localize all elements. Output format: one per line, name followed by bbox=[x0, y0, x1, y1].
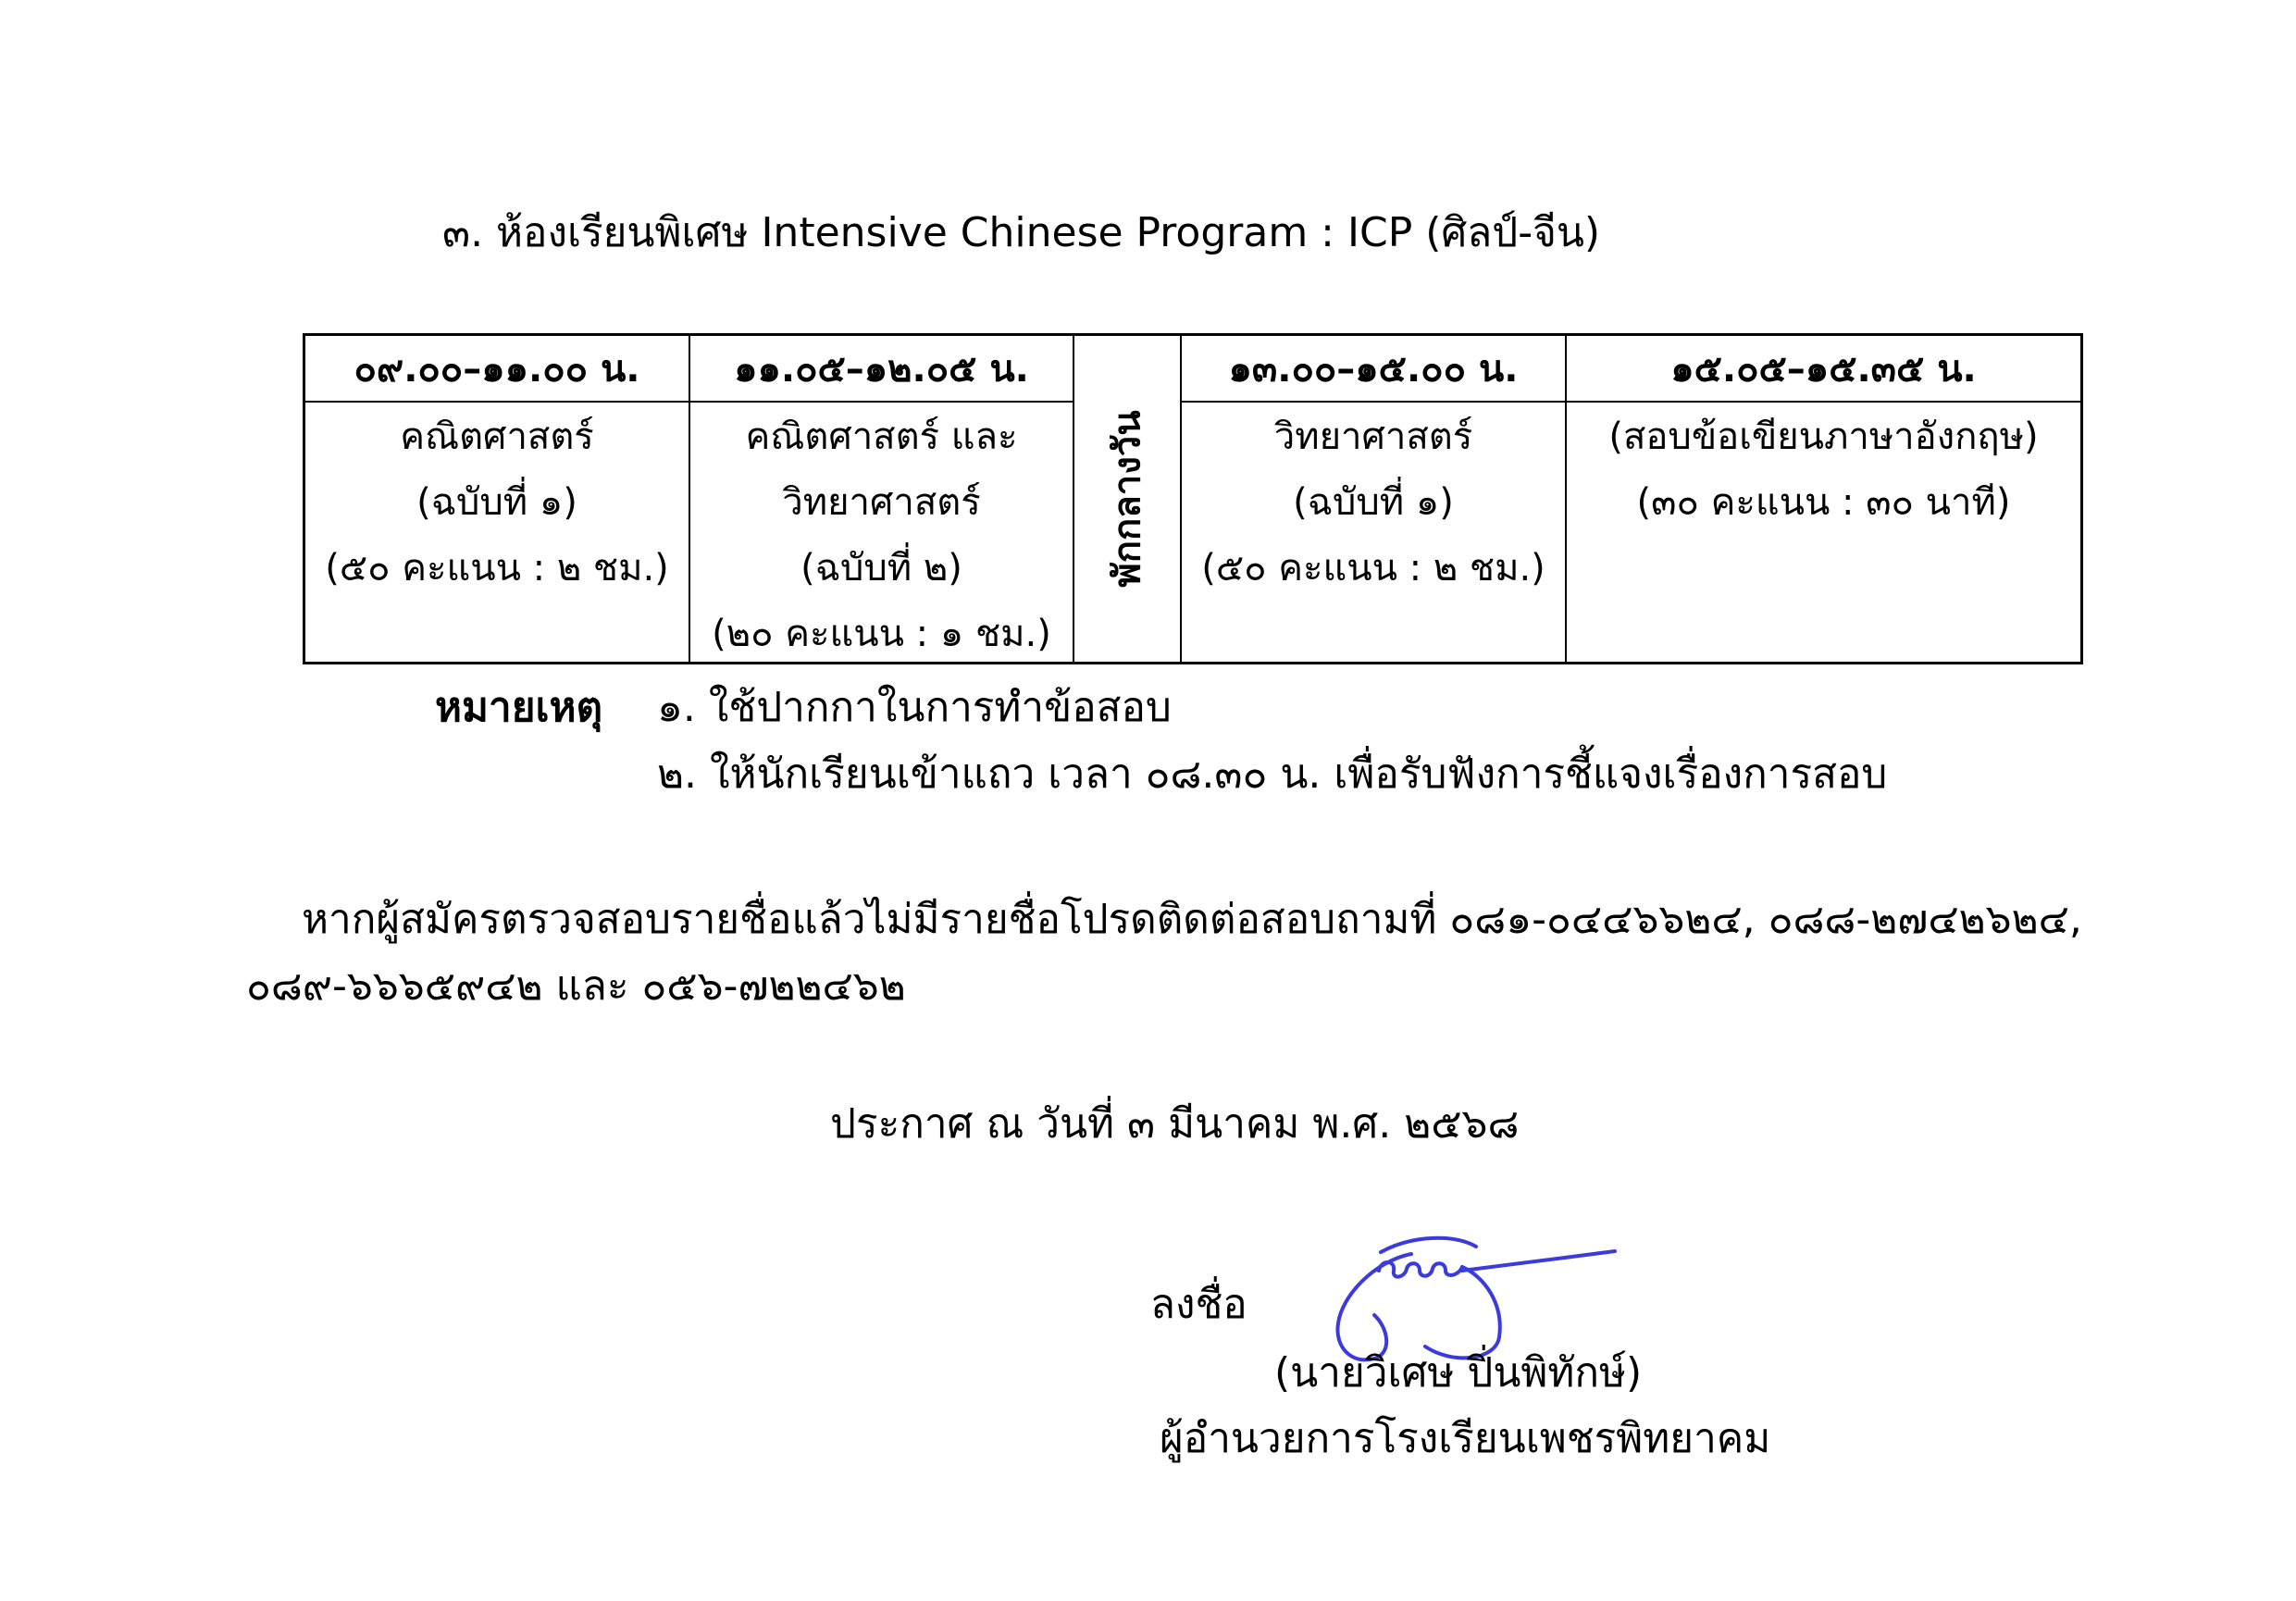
subject-line: (สอบข้อเขียนภาษาอังกฤษ) bbox=[1608, 416, 2039, 458]
subject-line: (๕๐ คะแนน : ๒ ชม.) bbox=[325, 547, 669, 590]
subject-line: (ฉบับที่ ๑) bbox=[1293, 481, 1454, 524]
section-title: ๓. ห้องเรียนพิเศษ Intensive Chinese Program : ICP (ศิลป์-จีน) bbox=[442, 209, 1601, 256]
column-time-header: ๑๕.๐๕–๑๕.๓๕ น. bbox=[1670, 348, 1977, 391]
signatory-position: ผู้อำนวยการโรงเรียนเพชรพิทยาคม bbox=[1160, 1415, 1771, 1462]
exam-schedule-table bbox=[303, 333, 2083, 664]
subject-line: (๓๐ คะแนน : ๓๐ นาที) bbox=[1636, 481, 2011, 524]
table-cell bbox=[305, 403, 689, 602]
subject-line: (ฉบับที่ ๒) bbox=[800, 547, 962, 590]
note-item: ๑. ใช้ปากกาในการทำข้อสอบ bbox=[657, 684, 1172, 731]
sign-label: ลงชื่อ bbox=[1150, 1281, 1247, 1328]
column-time-header: ๑๓.๐๐–๑๕.๐๐ น. bbox=[1228, 348, 1519, 391]
subject-line: (ฉบับที่ ๑) bbox=[416, 481, 577, 524]
subject-line: วิทยาศาสตร์ bbox=[782, 481, 981, 524]
notes-label: หมายเหตุ bbox=[435, 684, 603, 731]
note-item: ๒. ให้นักเรียนเข้าแถว เวลา ๐๘.๓๐ น. เพื่อรับฟังการชี้แจงเรื่องการสอบ bbox=[657, 751, 1888, 798]
subject-line: คณิตศาสตร์ bbox=[400, 416, 594, 458]
signatory-name: (นายวิเศษ ปิ่นพิทักษ์) bbox=[1274, 1349, 1643, 1396]
column-time-header: ๑๑.๐๕–๑๒.๐๕ น. bbox=[734, 348, 1029, 391]
subject-line: (๒๐ คะแนน : ๑ ชม.) bbox=[712, 613, 1051, 655]
table-cell bbox=[1567, 403, 2080, 536]
column-time-header: ๐๙.๐๐–๑๑.๐๐ น. bbox=[354, 348, 640, 391]
contact-text: ๐๘๙-๖๖๖๕๙๔๒ และ ๐๕๖-๗๒๒๔๖๒ bbox=[246, 962, 906, 1010]
lunch-break-cell bbox=[1074, 336, 1180, 662]
contact-text: หากผู้สมัครตรวจสอบรายชื่อแล้วไม่มีรายชื่อโปรดติดต่อสอบถามที่ ๐๘๑-๐๔๔๖๖๒๔, ๐๘๘-๒๗๔๒๖๒๔, bbox=[302, 896, 2082, 943]
announcement-date: ประกาศ ณ วันที่ ๓ มีนาคม พ.ศ. ๒๕๖๘ bbox=[830, 1100, 1520, 1148]
table-cell bbox=[1182, 403, 1565, 602]
lunch-break-label: พักกลางวัน bbox=[1107, 410, 1149, 588]
subject-line: คณิตศาสตร์ และ bbox=[745, 416, 1018, 458]
subject-line: วิทยาศาสตร์ bbox=[1273, 416, 1473, 458]
subject-line: (๕๐ คะแนน : ๒ ชม.) bbox=[1201, 547, 1545, 590]
table-cell bbox=[690, 403, 1073, 667]
